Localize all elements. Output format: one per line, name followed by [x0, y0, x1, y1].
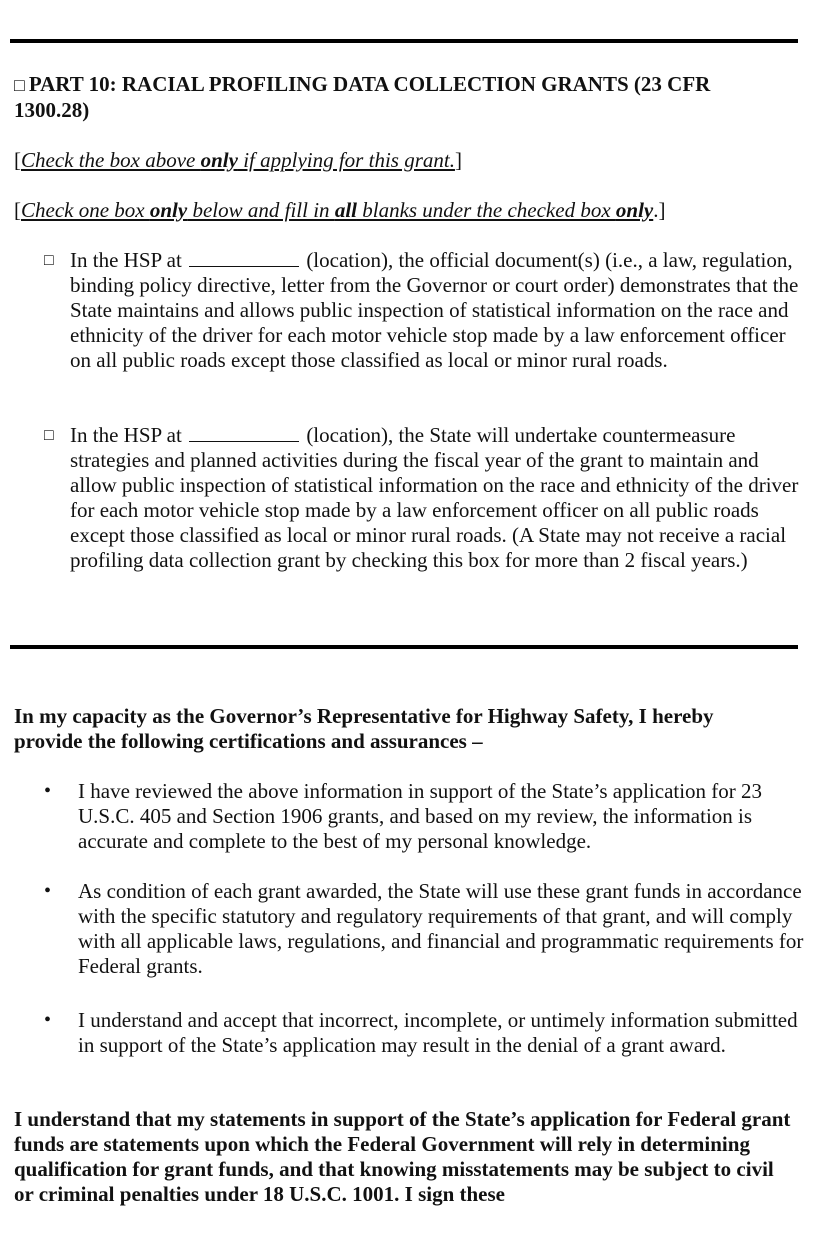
bracket-close: ]: [658, 198, 666, 222]
instruction-check-period: .: [653, 198, 659, 222]
option-1-checkbox[interactable]: □: [44, 252, 54, 269]
bullet-text: I understand and accept that incorrect, incomplete, or untimely information submitted in support of the State’s application may result in the denial of a grant award.: [78, 1008, 798, 1057]
instruction-apply: [14, 148, 806, 173]
option-2-text: [70, 423, 804, 573]
option-2-checkbox[interactable]: □: [44, 427, 54, 444]
bullet-dot: •: [44, 780, 52, 802]
part10-heading: [14, 72, 774, 123]
instruction-apply-emph: only: [200, 148, 238, 172]
part10-checkbox[interactable]: □: [14, 75, 25, 95]
instruction-check-mid: below and fill in: [187, 198, 335, 222]
instruction-check-emph-only2: only: [615, 198, 654, 222]
bullet-text: As condition of each grant awarded, the State will use these grant funds in accordance with the specific statutory and regulatory requirements of that grant, and will comply with all applicable laws, regulations, and financial and programmatic requirements for Federal grants.: [78, 879, 804, 978]
instruction-check-emph-all: all: [334, 198, 357, 222]
section-rule: [10, 645, 798, 649]
option-2-location-blank[interactable]: [189, 423, 299, 442]
option-official-document: [44, 248, 804, 373]
bracket-open: [: [14, 148, 21, 172]
certification-bullet: [44, 1008, 814, 1058]
instruction-check-emph-only: only: [149, 198, 188, 222]
option-1-lead: In the HSP at: [70, 248, 182, 272]
certification-closing: I understand that my statements in support of the State’s application for Federal grant funds are statements upon which the Federal Government will rely in determining qualification for grant funds, and that knowing misstatements may be subject to civil or criminal penalties under 18 U.S.C. 1001. I sign these: [14, 1107, 791, 1206]
bullet-dot: •: [44, 880, 52, 902]
option-1-text: [70, 248, 804, 373]
bullet-text: I have reviewed the above information in support of the State’s application for 23 U.S.C. 405 and Section 1906 grants, and based on my review, the information is accurate and complete to the best of my personal knowledge.: [78, 779, 763, 853]
instruction-check-mid2: blanks under the checked box: [356, 198, 616, 222]
instruction-apply-pre: Check the box above: [21, 148, 201, 172]
option-1-location-blank[interactable]: [189, 248, 299, 267]
option-2-lead: In the HSP at: [70, 423, 182, 447]
bracket-open: [: [14, 198, 21, 222]
certification-bullet: [44, 879, 814, 979]
option-2-rest: (location), the State will undertake countermeasure strategies and planned activities during the fiscal year of the grant to maintain and allow public inspection of statistical information on the race and ethnicity of the driver for each motor vehicle stop made by a law enforcement officer on all public roads except those classified as local or minor rural roads. (A State may not receive a racial profiling data collection grant by checking this box for more than 2 fiscal years.): [70, 423, 799, 572]
instruction-check-one: [14, 198, 806, 223]
option-1-rest: (location), the official document(s) (i.e., a law, regulation, binding policy directive, letter from the Governor or court order) demonstrates that the State maintains and allows public inspection of statistical information on the race and ethnicity of the driver for each motor vehicle stop made by a law enforcement officer on all public roads except those classified as local or minor rural roads.: [70, 248, 799, 372]
bracket-close: ]: [454, 148, 462, 172]
bullet-dot: •: [44, 1009, 52, 1031]
instruction-apply-post: if applying for this grant.: [237, 148, 455, 172]
part10-title: PART 10: RACIAL PROFILING DATA COLLECTION GRANTS (23 CFR 1300.28): [14, 72, 711, 122]
certification-intro: In my capacity as the Governor’s Representative for Highway Safety, I hereby provide the following certifications and assurances –: [14, 704, 714, 753]
instruction-check-pre: Check one box: [21, 198, 150, 222]
top-rule: [10, 39, 798, 43]
certification-bullet: [44, 779, 814, 854]
option-countermeasure: [44, 423, 804, 573]
